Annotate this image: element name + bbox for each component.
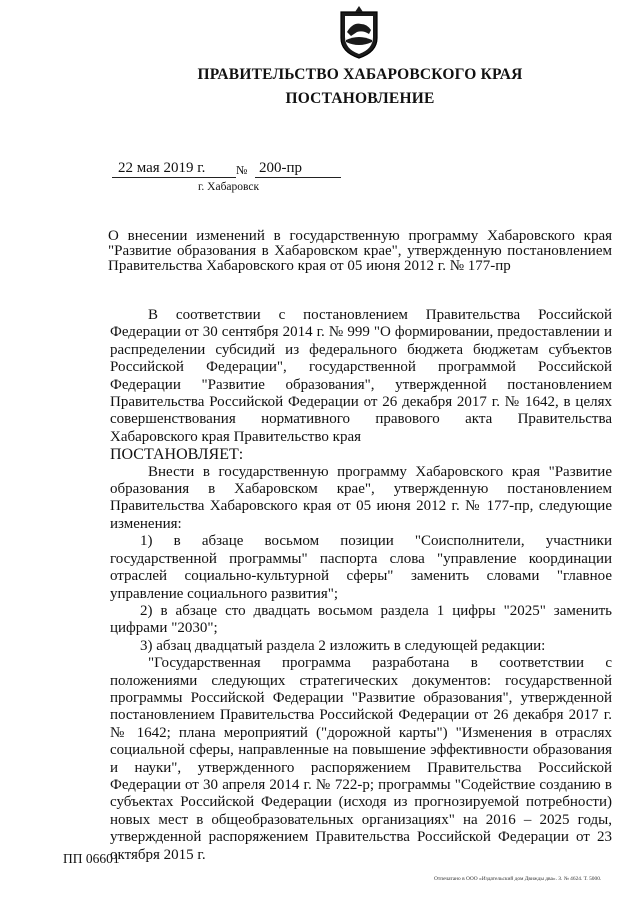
list-item-3: 3) абзац двадцатый раздела 2 изложить в следующей редакции:: [140, 637, 546, 654]
list-item-2: 2) в абзаце сто двадцать восьмом раздела 1 цифры "2025" заменить цифрами "2030";: [110, 602, 612, 637]
resolves-heading: ПОСТАНОВЛЯЕТ:: [110, 446, 244, 464]
number-sign: №: [236, 163, 248, 177]
document-subject: О внесении изменений в государственную программу Хабаровского края "Развитие образования в Хабаровском крае", утвержденную постановлением Правительства Хабаровского края от 05 июня 2012 г. № 177-пр: [108, 228, 612, 274]
organization-title: ПРАВИТЕЛЬСТВО ХАБАРОВСКОГО КРАЯ: [197, 66, 523, 83]
printer-imprint: Отпечатано в ООО «Издательский дом Движды два». З. № 4624. Т. 5000.: [434, 876, 602, 882]
list-item-1: 1) в абзаце восьмом позиции "Соисполнители, участники государственной программы" паспорта слова "управление координации отраслей социально-культурной сферы" заменить словами "главное управление социального развития";: [110, 533, 612, 602]
document-body: [110, 307, 612, 864]
document-city: г. Хабаровск: [198, 181, 260, 193]
footer-code: ПП 06601: [63, 851, 120, 866]
document-type-title: ПОСТАНОВЛЕНИЕ: [285, 90, 435, 107]
coat-of-arms-emblem: [337, 4, 381, 60]
quoted-paragraph: "Государственная программа разработана в соответствии с положениями следующих стратегических документов: государственной программы Российской Федерации "Развитие образования", утвержденной постановлением Правительства Российской Федерации от 26 декабря 2017 г. № 1642; плана мероприятий ("дорожной карты") "Изменения в отраслях социальной сферы, направленные на повышение эффективности образования и науки", утвержденного распоряжением Правительства Российской Федерации от 30 апреля 2014 г. № 722-р; программы "Содействие созданию в субъектах Российской Федерации (исходя из прогнозируемой потребности) новых мест в общеобразовательных организациях" на 2016 – 2025 годы, утвержденной распоряжением Правительства Российской Федерации от 23 октября 2015 г.: [110, 655, 612, 863]
main-paragraph: Внести в государственную программу Хабаровского края "Развитие образования в Хабаровском крае", утвержденную постановлением Правительства Хабаровского края от 05 июня 2012 г. № 177-пр, следующие изменения:: [110, 463, 612, 532]
document-date: 22 мая 2019 г.: [112, 160, 236, 178]
document-number: 200-пр: [255, 160, 341, 178]
preamble-paragraph: В соответствии с постановлением Правительства Российской Федерации от 30 сентября 2014 г. № 999 "О формировании, предоставлении и распределении субсидий из федерального бюджета бюджетам субъектов Российской Федерации", государственной программой Российской Федерации "Развитие образования", утвержденной постановлением Правительства Российской Федерации от 26 декабря 2017 г. № 1642, в целях совершенствования нормативного правового акта Правительства Хабаровского края Правительство края: [110, 307, 612, 445]
